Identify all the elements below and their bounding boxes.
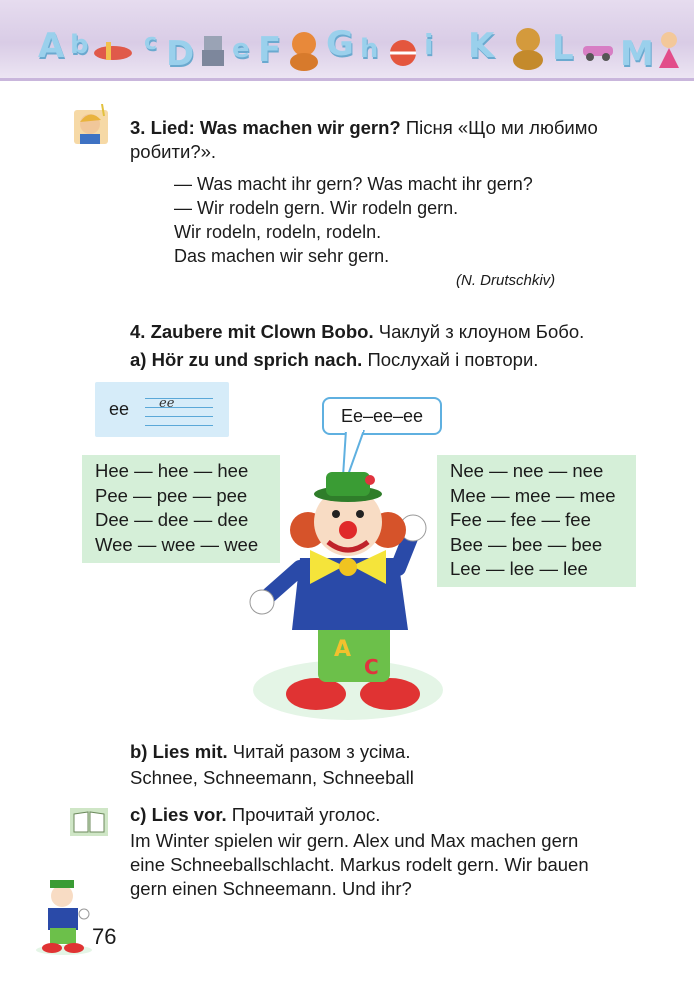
- exercise-3-title-line: [130, 116, 598, 140]
- syllable-box-right: [437, 455, 636, 587]
- syllable-row: Mee — mee — mee: [450, 484, 616, 506]
- exercise-3-translation-cont: робити?».: [130, 141, 217, 162]
- exercise-3-translation: Пісня «Що ми любимо: [405, 117, 598, 138]
- banner-letter: b: [70, 30, 89, 60]
- task-b-title: b) Lies mit.: [130, 741, 228, 762]
- car-toy-icon: [580, 40, 616, 62]
- banner-letter: e: [232, 34, 250, 64]
- task-b-line: [130, 740, 410, 764]
- task-c-line: [130, 803, 380, 827]
- fox-toy-icon: [284, 28, 324, 72]
- ee-handwritten: ee: [159, 396, 175, 411]
- banner-letter: c: [144, 30, 158, 55]
- doll-toy-icon: [654, 30, 684, 70]
- exercise-3-title: 3. Lied: Was machen wir gern?: [130, 117, 401, 138]
- exercise-4-title-line: [130, 320, 584, 344]
- syllable-row: Wee — wee — wee: [95, 533, 259, 555]
- reading-text-line: gern einen Schneemann. Und ihr?: [130, 878, 412, 899]
- open-book-icon: [70, 808, 108, 836]
- singing-boy-icon: [74, 104, 110, 146]
- alphabet-banner: [0, 0, 694, 81]
- poem-line: — Was macht ihr gern? Was macht ihr gern?: [174, 174, 533, 194]
- ball-toy-icon: [388, 38, 418, 68]
- robot-toy-icon: [196, 32, 230, 70]
- task-c-translation: Прочитай уголос.: [231, 804, 381, 825]
- banner-letter: D: [166, 34, 195, 74]
- banner-letter: F: [258, 30, 282, 70]
- syllable-row: Nee — nee — nee: [450, 460, 604, 481]
- syllable-row: Bee — bee — bee: [450, 533, 603, 555]
- svg-text:A: A: [334, 637, 352, 662]
- ee-writing-box: [95, 382, 229, 437]
- speech-bubble: Ee–ee–ee: [322, 397, 442, 435]
- exercise-4-title: 4. Zaubere mit Clown Bobo.: [130, 321, 374, 342]
- task-a-line: [130, 348, 538, 372]
- syllable-row: Fee — fee — fee: [450, 509, 591, 530]
- banner-letter: h: [360, 34, 379, 64]
- poem-author: (N. Drutschkiv): [456, 272, 556, 289]
- banner-letter: A: [38, 26, 65, 66]
- banner-letter: K: [468, 26, 495, 66]
- writing-lines: [145, 390, 213, 430]
- page-number: 76: [92, 924, 117, 949]
- bear-toy-icon: [506, 24, 550, 72]
- poem-line: Das machen wir sehr gern.: [174, 246, 390, 266]
- syllable-row: Pee — pee — pee: [95, 484, 248, 506]
- task-b-translation: Читай разом з усіма.: [232, 741, 411, 762]
- banner-letter: G: [326, 24, 354, 64]
- syllable-row: Lee — lee — lee: [450, 558, 588, 579]
- clown-bobo-illustration: [248, 450, 448, 720]
- task-b-words: Schnee, Schneemann, Schneeball: [130, 767, 414, 788]
- task-c-title: c) Lies vor.: [130, 804, 227, 825]
- small-clown-mascot: [34, 878, 94, 956]
- syllable-row: Dee — dee — dee: [95, 509, 249, 530]
- poem-line: Wir rodeln, rodeln, rodeln.: [174, 222, 382, 242]
- banner-letter: M: [620, 34, 654, 74]
- exercise-4-translation: Чаклуй з клоуном Бобо.: [378, 321, 585, 342]
- task-a-title: a) Hör zu und sprich nach.: [130, 349, 363, 370]
- banner-letter: L: [552, 28, 574, 68]
- reading-text-line: Im Winter spielen wir gern. Alex und Max machen gern: [130, 830, 579, 851]
- task-a-translation: Послухай і повтори.: [367, 349, 539, 370]
- poem-line: — Wir rodeln gern. Wir rodeln gern.: [174, 198, 459, 218]
- syllable-row: Hee — hee — hee: [95, 460, 249, 481]
- svg-text:C: C: [364, 655, 379, 679]
- banner-letter: i: [424, 28, 434, 61]
- plane-toy-icon: [92, 38, 134, 64]
- reading-text-line: eine Schneeballschlacht. Markus rodelt gern. Wir bauen: [130, 854, 589, 875]
- ee-label: ee: [109, 399, 130, 419]
